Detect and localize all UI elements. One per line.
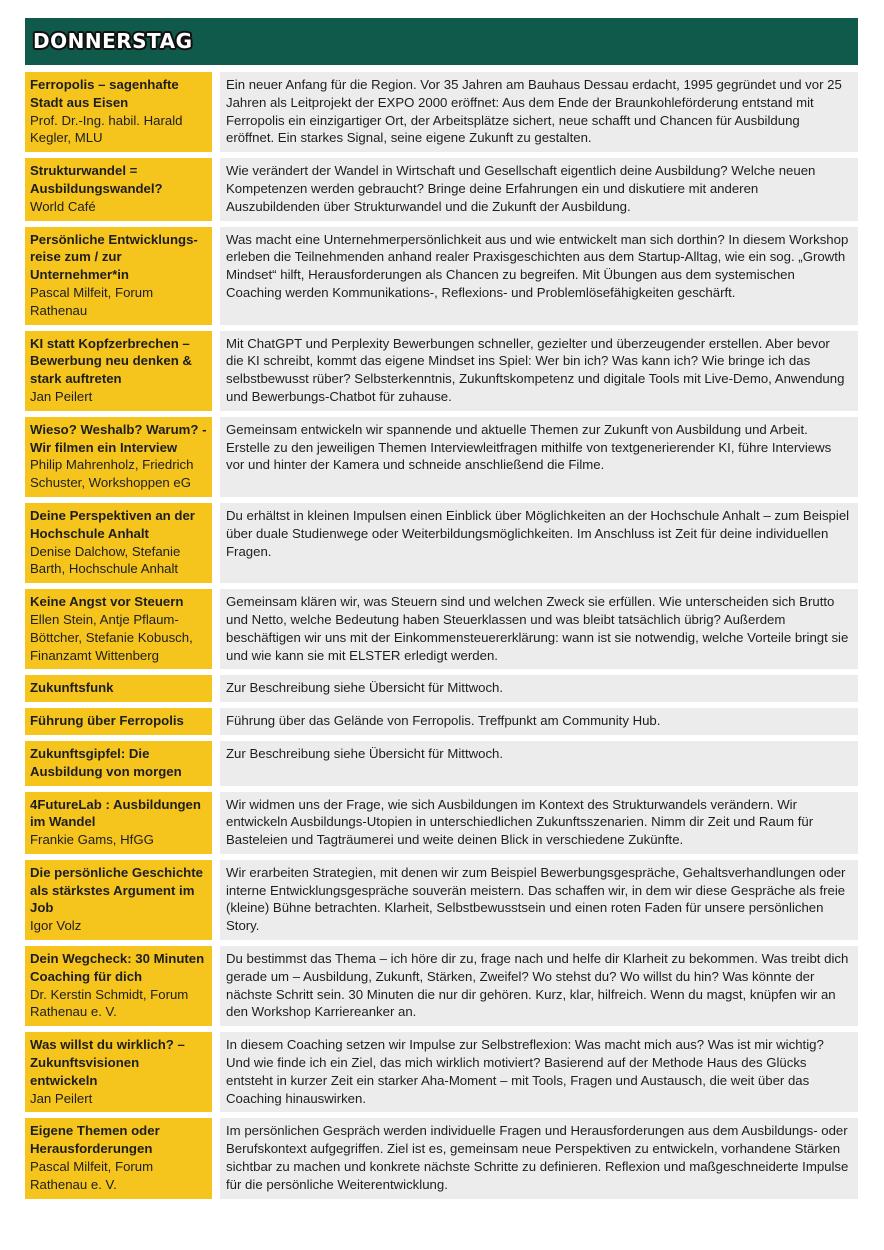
session-row — [25, 708, 858, 735]
session-title: Zukunftsfunk — [30, 680, 114, 696]
session-info — [25, 741, 212, 786]
session-info — [25, 1118, 212, 1198]
session-speaker: Igor Volz — [30, 918, 82, 934]
session-description: Wir erarbeiten Strategien, mit denen wir zum Beispiel Bewerbungsgespräche, Gehaltsverhandlungen oder interne Entwicklungsgespräche souverän meistern. Das schaffen wir, in dem wir diese Gespräche als freie (kleine) Bühne betrachten. Klarheit, Selbstbewusstsein und einen roten Faden für unsere persönlichen Story. — [220, 860, 858, 940]
session-description: Im persönlichen Gespräch werden individuelle Fragen und Herausforderungen aus dem Ausbildungs- oder Berufskontext aufgegriffen. Ziel ist es, gemeinsam neue Perspektiven zu entwickeln, vorhandene Stärken sichtbar zu machen und konkrete nächste Schritte zu definieren. Reflexion und maßgeschneiderte Impulse für die persönliche Weiterentwicklung. — [220, 1118, 858, 1198]
session-description: Was macht eine Unternehmerpersönlichkeit aus und wie entwickelt man sich dorthin? In diesem Workshop erleben die Teilnehmenden anhand realer Praxisgeschichten aus dem Startup-Alltag, wie ein sog. „Growth Mindset“ hilft, Herausforderungen als Chancen zu begreifen. Mit Übungen aus dem systemischen Coaching werden Kommunikations-, Reflexions- und Problemlösefähigkeiten geschärft. — [220, 227, 858, 325]
session-row — [25, 227, 858, 325]
day-title: DONNERSTAG — [33, 29, 193, 53]
session-row — [25, 72, 858, 152]
session-speaker: Philip Mahrenholz, Friedrich Schuster, Workshoppen eG — [30, 457, 194, 491]
session-title: KI statt Kopfzerbrechen – Bewerbung neu denken & stark auftreten — [30, 335, 192, 387]
session-description: Mit ChatGPT und Perplexity Bewerbungen schneller, gezielter und überzeugender erstellen. Aber bevor die KI schreibt, kommt das eigene Mindset ins Spiel: Wer bin ich? Was kann ich? Wie bringe ich das selbstbewusst rüber? Selbsterkenntnis, Zukunftskompetenz und digitale Tools mit Live-Demo, Anwendung und Bewerbungs-Chatbot für zuhause. — [220, 331, 858, 411]
session-speaker: Jan Peilert — [30, 388, 93, 404]
session-info — [25, 158, 212, 220]
session-row — [25, 860, 858, 940]
session-row — [25, 503, 858, 583]
session-row — [25, 1032, 858, 1112]
session-info — [25, 792, 212, 854]
session-title: Was willst du wirklich? – Zukunftsvisionen entwickeln — [30, 1037, 185, 1088]
session-title: 4FutureLab : Ausbildungen im Wandel — [30, 796, 201, 830]
session-row — [25, 331, 858, 411]
session-title: Ferropolis – sagenhafte Stadt aus Eisen — [30, 77, 179, 110]
session-description: Du bestimmst das Thema – ich höre dir zu, frage nach und helfe dir Klarheit zu bekommen. Was treibt dich gerade um – Ausbildung, Zukunft, Stärken, Zweifel? Wo stehst du? Wo willst du hin? Was könnte der nächste Schritt sein. 30 Minuten die nur dir gehören. Kurz, klar, hilfreich. Wenn du magst, knüpfen wir an den Workshop Karriereanker an. — [220, 946, 858, 1026]
session-speaker: Dr. Kerstin Schmidt, Forum Rathenau e. V. — [30, 986, 189, 1020]
session-info — [25, 589, 212, 669]
session-info — [25, 331, 212, 411]
session-title: Die persönliche Geschichte als stärkstes Argument im Job — [30, 864, 203, 916]
session-info — [25, 1032, 212, 1112]
session-title: Zukunftsgipfel: Die Ausbildung von morgen — [30, 745, 182, 779]
session-speaker: Pascal Milfeit, Forum Rathenau — [30, 284, 154, 318]
session-title: Dein Wegcheck: 30 Minuten Coaching für dich — [30, 951, 205, 984]
session-description: Zur Beschreibung siehe Übersicht für Mittwoch. — [220, 741, 858, 786]
session-description: Wir widmen uns der Frage, wie sich Ausbildungen im Kontext des Strukturwandels verändern. Wir entwickeln Ausbildungs-Utopien in unterschiedlichen Zukunftsszenarien. Nimm dir Zeit und Raum für Basteleien und Tagträumerei und weite deinen Blick in verschiedene Zukünfte. — [220, 792, 858, 854]
session-row — [25, 741, 858, 786]
session-title: Wieso? Weshalb? Warum? - Wir filmen ein Interview — [30, 421, 207, 455]
session-description: Zur Beschreibung siehe Übersicht für Mittwoch. — [220, 675, 858, 702]
session-speaker: Ellen Stein, Antje Pflaum-Böttcher, Stefanie Kobusch, Finanzamt Wittenberg — [30, 611, 193, 663]
session-info — [25, 72, 212, 152]
session-speaker: Pascal Milfeit, Forum Rathenau e. V. — [30, 1159, 154, 1192]
session-title: Deine Perspektiven an der Hochschule Anhalt — [30, 507, 195, 541]
session-row — [25, 792, 858, 854]
session-info — [25, 503, 212, 583]
session-description: Führung über das Gelände von Ferropolis. Treffpunkt am Community Hub. — [220, 708, 858, 735]
session-description: Du erhältst in kleinen Impulsen einen Einblick über Möglichkeiten an der Hochschule Anhalt – zum Beispiel über duale Studienwege oder Weiterbildungsmöglichkeiten. Im Anschluss ist Zeit für deine individuellen Fragen. — [220, 503, 858, 583]
session-info — [25, 946, 212, 1026]
session-speaker: Jan Peilert — [30, 1090, 93, 1106]
day-header — [25, 18, 858, 65]
session-list — [25, 72, 858, 1205]
session-speaker: World Café — [30, 198, 96, 214]
session-description: Wie verändert der Wandel in Wirtschaft und Gesellschaft eigentlich deine Ausbildung? Welche neuen Kompetenzen werden gebraucht? Bringe deine Erfahrungen ein und diskutiere mit anderen Auszubildenden über Strukturwandel und die Zukunft der Ausbildung. — [220, 158, 858, 220]
session-speaker: Denise Dalchow, Stefanie Barth, Hochschule Anhalt — [30, 543, 181, 577]
session-description: In diesem Coaching setzen wir Impulse zur Selbstreflexion: Was macht mich aus? Was ist mir wichtig? Und wie finde ich ein Ziel, das mich wirklich motiviert? Basierend auf der Methode Haus des Glücks entsteht in kurzer Zeit ein starker Aha-Moment – mit Tools, Fragen und Austausch, die weit über das Coaching hinauswirken. — [220, 1032, 858, 1112]
session-row — [25, 675, 858, 702]
session-title: Eigene Themen oder Herausforderungen — [30, 1123, 160, 1157]
session-info — [25, 675, 212, 702]
session-row — [25, 589, 858, 669]
session-title: Strukturwandel = Ausbildungswandel? — [30, 163, 163, 196]
session-speaker: Prof. Dr.-Ing. habil. Harald Kegler, MLU — [30, 112, 183, 146]
session-row — [25, 158, 858, 220]
session-description: Gemeinsam klären wir, was Steuern sind und welchen Zweck sie erfüllen. Wie unterscheiden sich Brutto und Netto, welche Bedeutung haben Steuerklassen und was bleibt tatsächlich übrig? Außerdem beschäftigen wir uns mit der Einkommensteuererklärung: wann ist sie notwendig, welche Vorteile bringt sie und wie kann sie mit ELSTER erledigt werden. — [220, 589, 858, 669]
session-info — [25, 708, 212, 735]
session-speaker: Frankie Gams, HfGG — [30, 832, 154, 848]
session-row — [25, 946, 858, 1026]
session-description: Gemeinsam entwickeln wir spannende und aktuelle Themen zur Zukunft von Ausbildung und Arbeit. Erstelle zu den jeweiligen Themen Interviewleitfragen mithilfe von textgenerierender KI, führe Interviews vor und hinter der Kamera und schneide anschließend die Filme. — [220, 417, 858, 497]
session-description: Ein neuer Anfang für die Region. Vor 35 Jahren am Bauhaus Dessau erdacht, 1995 gegründet und vor 25 Jahren als Leitprojekt der EXPO 2000 eröffnet: Aus dem Ende der Braunkohleförderung entstand mit Ferropolis ein einzigartiger Ort, der Arbeitsplätze sichert, neue schafft und Chancen für Ausbildung eröffnet. Ein starkes Signal, seine eigene Zukunft zu gestalten. — [220, 72, 858, 152]
session-info — [25, 227, 212, 325]
session-info — [25, 417, 212, 497]
session-info — [25, 860, 212, 940]
session-title: Keine Angst vor Steuern — [30, 594, 184, 610]
session-title: Persönliche Entwicklungsreise zum / zur Unternehmer*in — [30, 231, 198, 283]
session-title: Führung über Ferropolis — [30, 713, 184, 729]
session-row — [25, 1118, 858, 1198]
session-row — [25, 417, 858, 497]
